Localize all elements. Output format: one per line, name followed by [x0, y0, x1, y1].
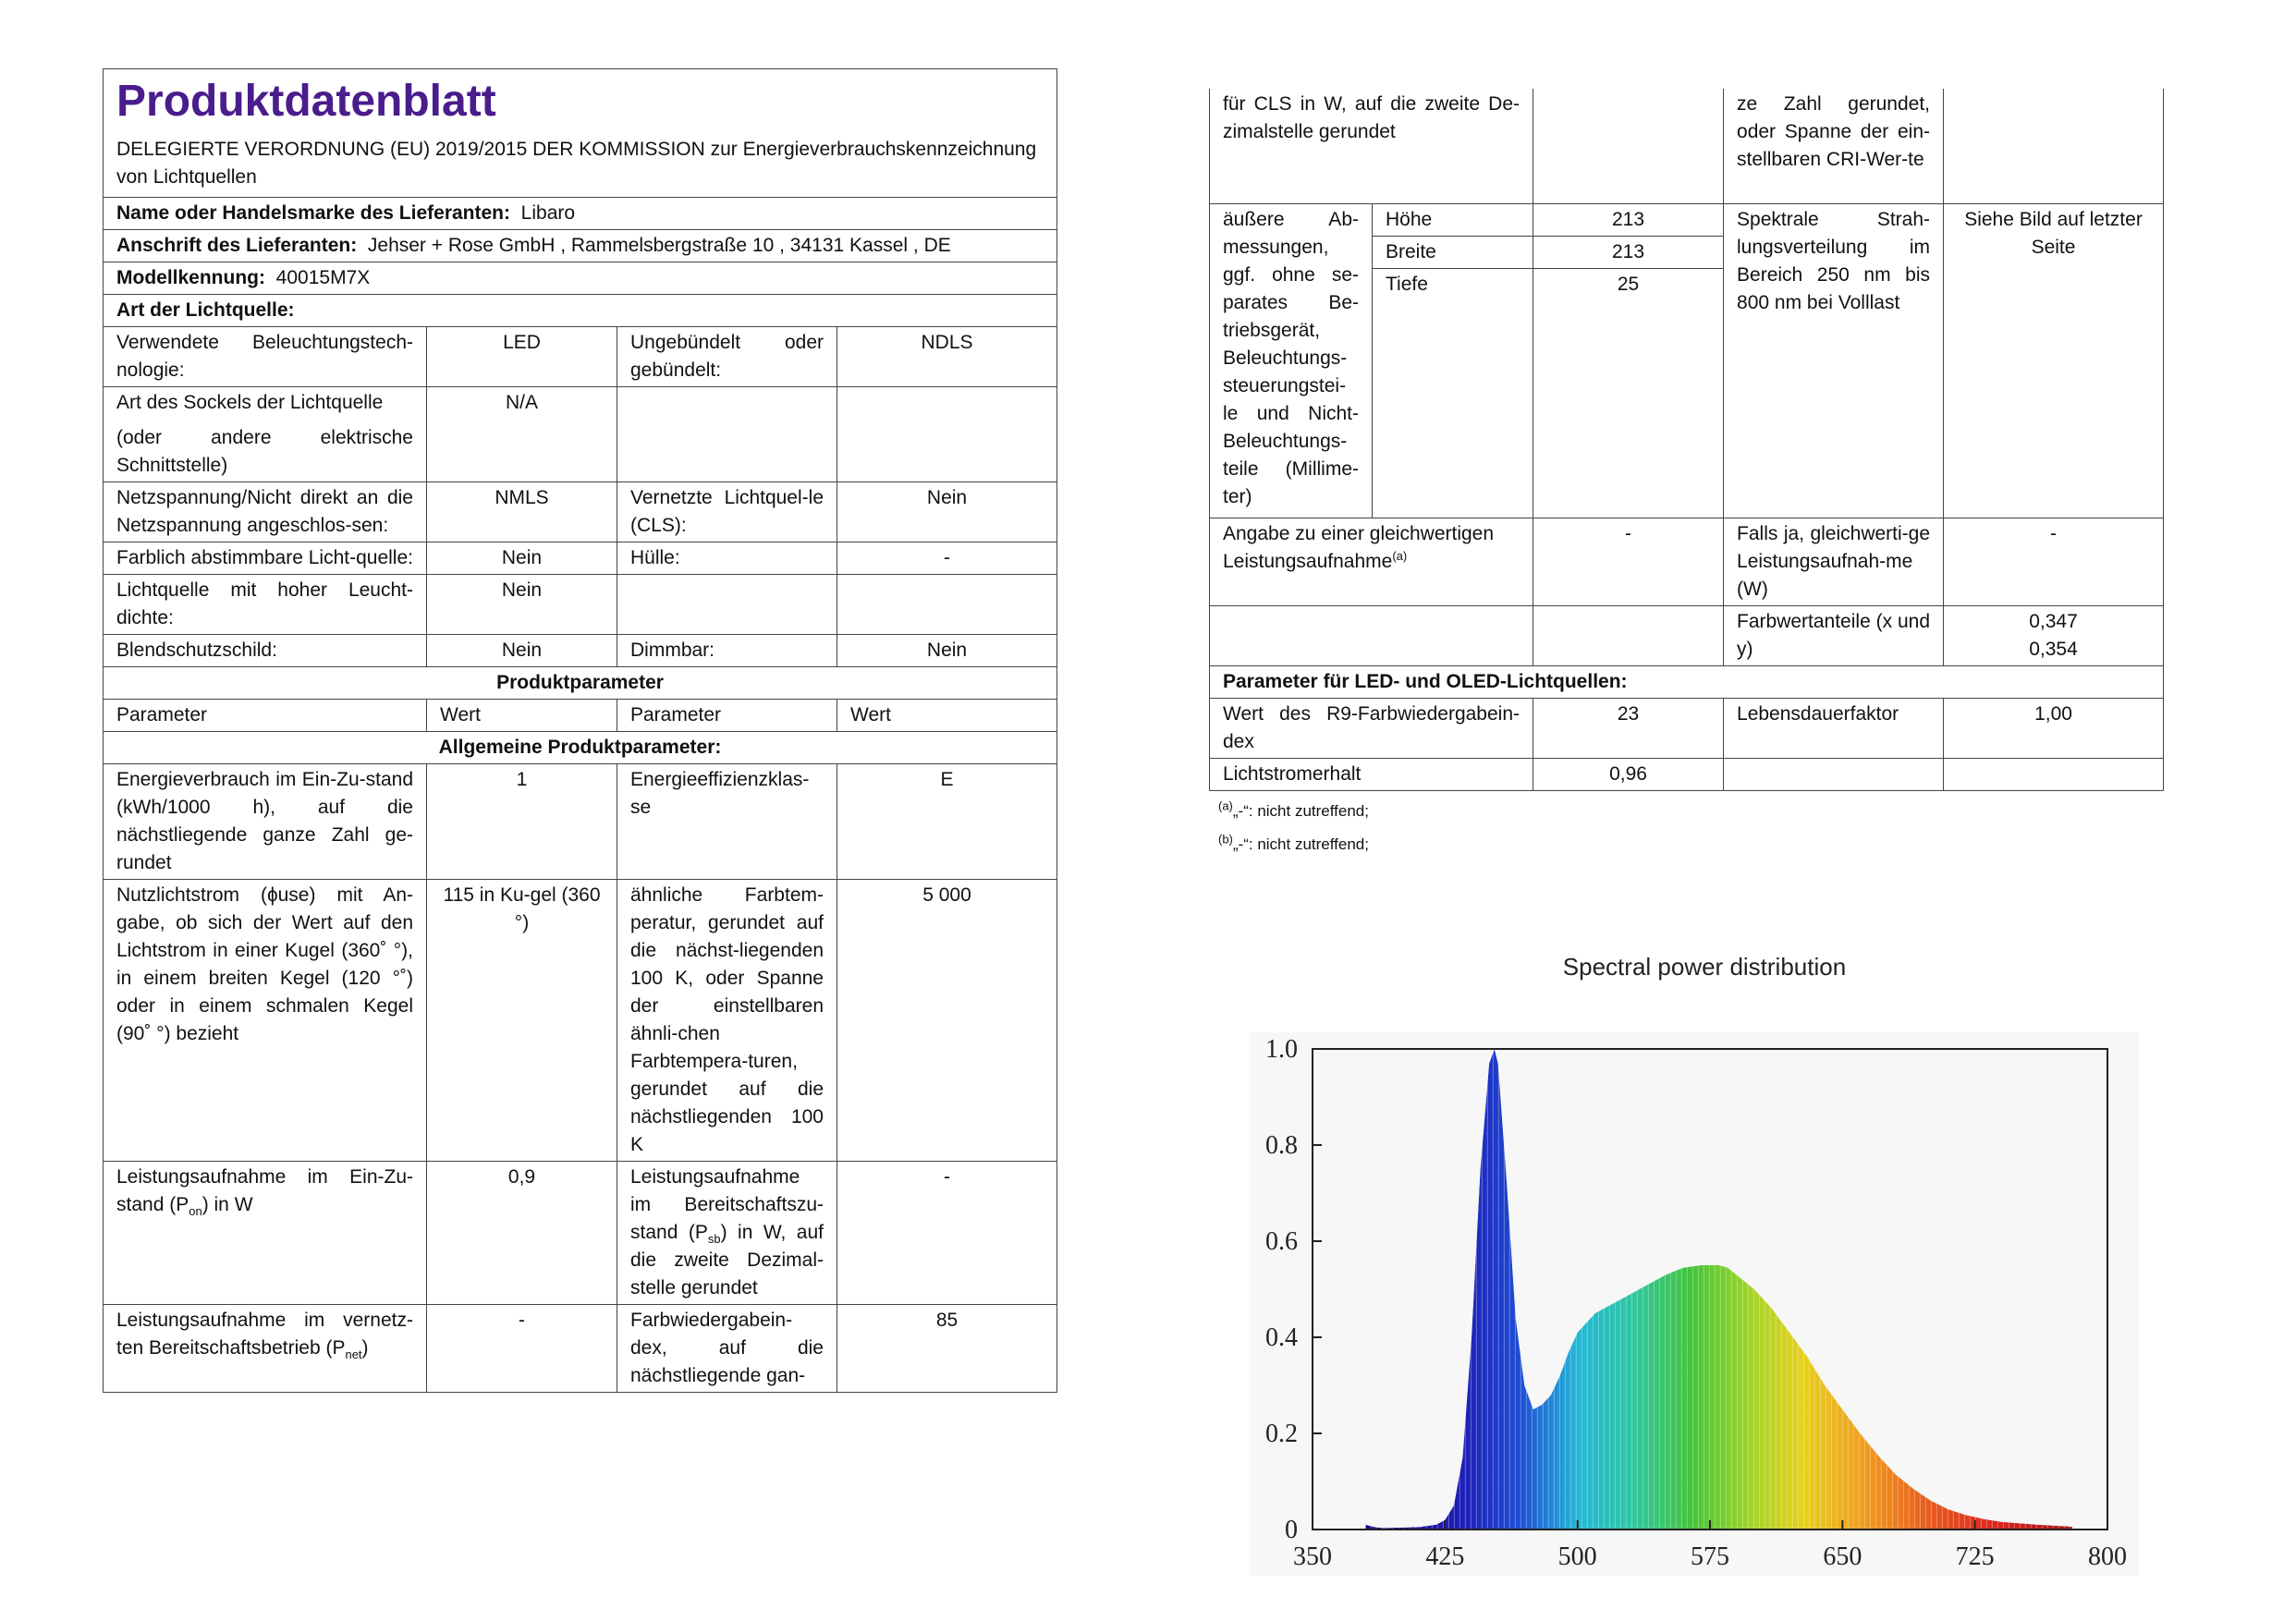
chromaticity-row	[1210, 605, 2164, 665]
cls-standby-continued: für CLS in W, auf die zweite De-zimalstelle gerundet	[1210, 89, 1533, 203]
page-title: Produktdatenblatt	[116, 77, 496, 126]
net-sub: net	[345, 1347, 362, 1362]
type-row	[104, 635, 1057, 667]
type-row	[104, 327, 1057, 387]
power-on-value: 0,9	[427, 1162, 617, 1305]
chromaticity-label: Farbwertanteile (x und y)	[1724, 605, 1944, 665]
empty-cell	[1724, 758, 1944, 790]
chroma-y: 0,354	[2029, 638, 2078, 660]
type-value: Nein	[837, 482, 1057, 542]
cct-label: ähnliche Farbtem-peratur, gerundet auf die nächst-liegenden 100 K, oder Spanne der einstellbaren ähnli-chen Farbtempera-turen, gerundet auf die nächstliegenden 100 K	[617, 880, 837, 1162]
standby-sub: sb	[707, 1232, 721, 1247]
energy-consumption-value: 1	[427, 764, 617, 880]
dims-row	[1210, 203, 2164, 236]
maintenance-row	[1210, 758, 2164, 790]
standby-text: Leistungsaufnahme im Bereitschaftszu-stand (P	[630, 1166, 824, 1243]
cri-value: 85	[837, 1305, 1057, 1393]
supplier-address-row	[104, 230, 1057, 262]
chart-plot-area	[1265, 1035, 2127, 1571]
if-yes-label: Falls ja, gleichwerti-ge Leistungsaufnah-me (W)	[1724, 518, 1944, 605]
r9-value: 23	[1533, 698, 1724, 758]
empty-cell	[1533, 605, 1724, 665]
empty-cell	[1944, 89, 2164, 203]
type-value	[837, 575, 1057, 635]
type-value: Nein	[837, 635, 1057, 667]
supplier-name-label: Name oder Handelsmarke des Lieferanten:	[116, 202, 510, 224]
power-on-sub: on	[189, 1204, 202, 1219]
footnote-a-mark: (a)	[1218, 798, 1233, 813]
type-value: NDLS	[837, 327, 1057, 387]
type-param: Dimmbar:	[617, 635, 837, 667]
supplier-address-label: Anschrift des Lieferanten:	[116, 235, 358, 256]
col-header-value: Wert	[837, 700, 1057, 732]
type-row	[104, 575, 1057, 635]
type-row	[104, 542, 1057, 575]
empty-cell	[1210, 605, 1533, 665]
width-value: 213	[1533, 236, 1724, 268]
type-value	[837, 387, 1057, 482]
flux-maintenance-value: 0,96	[1533, 758, 1724, 790]
type-value: Nein	[427, 635, 617, 667]
param-row	[104, 880, 1057, 1162]
dimensions-label: äußere Ab-messungen, ggf. ohne se-parates Be-triebsgerät, Beleuchtungs-steuerungstei-le und Nicht-Beleuchtungs-teile (Millime-ter)	[1210, 203, 1373, 518]
depth-label: Tiefe	[1373, 268, 1533, 518]
socket-label: Art des Sockels der Lichtquelle	[116, 392, 384, 413]
x-tick-label: 500	[1557, 1542, 1597, 1571]
model-label: Modellkennung:	[116, 267, 265, 288]
net-text: Leistungsaufnahme im vernetz-ten Bereitschaftsbetrieb (P	[116, 1310, 413, 1359]
x-tick-label: 350	[1293, 1542, 1332, 1571]
cri-continued: ze Zahl gerundet, oder Spanne der ein-stellbaren CRI-Wer-te	[1724, 89, 1944, 203]
energy-consumption-label: Energieverbrauch im Ein-Zu-stand (kWh/1000 h), auf die nächstliegende ganze Zahl ge-rundet	[104, 764, 427, 880]
networked-standby-value: -	[427, 1305, 617, 1393]
type-param	[617, 387, 837, 482]
type-param: Vernetzte Lichtquel-le (CLS):	[617, 482, 837, 542]
supplier-name-row	[104, 198, 1057, 230]
r9-label: Wert des R9-Farbwiedergabein-dex	[1210, 698, 1533, 758]
col-header-param: Parameter	[617, 700, 837, 732]
type-value: NMLS	[427, 482, 617, 542]
empty-cell	[1944, 758, 2164, 790]
params-column-header	[104, 700, 1057, 732]
standby-power-value: -	[837, 1162, 1057, 1305]
chroma-x: 0,347	[2029, 610, 2078, 632]
footnote-b-text: „-“: nicht zutreffend;	[1232, 835, 1369, 853]
type-param: Verwendete Beleuchtungstech-nologie:	[104, 327, 427, 387]
y-tick-label: 0	[1285, 1516, 1298, 1544]
power-on-label	[104, 1162, 427, 1305]
type-param	[617, 575, 837, 635]
continued-row	[1210, 89, 2164, 203]
type-value: LED	[427, 327, 617, 387]
regulation-text: DELEGIERTE VERORDNUNG (EU) 2019/2015 DER KOMMISSION zur Energieverbrauchskennzeichnung von Lichtquellen	[116, 139, 1037, 188]
lifetime-factor-label: Lebensdauerfaktor	[1724, 698, 1944, 758]
x-tick-label: 800	[2088, 1542, 2127, 1571]
standby-text-end: ) in W, auf die zweite Dezimal-stelle gerundet	[630, 1222, 824, 1298]
height-value: 213	[1533, 203, 1724, 236]
equivalent-sup: (a)	[1392, 548, 1408, 563]
spectral-chart	[1202, 929, 2181, 1613]
y-tick-label: 0.8	[1265, 1131, 1298, 1160]
type-value: -	[837, 542, 1057, 575]
y-tick-label: 0.4	[1265, 1323, 1298, 1352]
supplier-name-value: Libaro	[520, 202, 576, 224]
energy-class-value: E	[837, 764, 1057, 880]
power-on-text-end: ) in W	[202, 1194, 253, 1215]
standby-power-label	[617, 1162, 837, 1305]
spectral-chart-svg	[1202, 929, 2181, 1613]
r9-row	[1210, 698, 2164, 758]
col-header-param: Parameter	[104, 700, 427, 732]
chart-title: Spectral power distribution	[1562, 953, 1847, 981]
equivalent-text: Angabe zu einer gleichwertigen Leistungsaufnahme	[1223, 522, 1495, 572]
luminous-flux-label: Nutzlichtstrom (ɸuse) mit An-gabe, ob sich der Wert auf den Lichtstrom in einer Kugel (360˚ °), in einem breiten Kegel (120 °˚) oder in einem schmalen Kegel (90˚ °) bezieht	[104, 880, 427, 1162]
param-row	[104, 1162, 1057, 1305]
type-value: Nein	[427, 575, 617, 635]
type-param: Hülle:	[617, 542, 837, 575]
lifetime-factor-value: 1,00	[1944, 698, 2164, 758]
cri-label: Farbwiedergabein-dex, auf die nächstliegende gan-	[617, 1305, 837, 1393]
type-param: Blendschutzschild:	[104, 635, 427, 667]
energy-class-label: Energieeffizienzklas-se	[617, 764, 837, 880]
led-params-heading: Parameter für LED- und OLED-Lichtquellen:	[1210, 665, 2164, 698]
param-row	[104, 764, 1057, 880]
power-on-text: Leistungsaufnahme im Ein-Zu-stand (P	[116, 1166, 413, 1215]
type-param: Farblich abstimmbare Licht-quelle:	[104, 542, 427, 575]
type-param: Ungebündelt oder gebündelt:	[617, 327, 837, 387]
title-cell	[104, 69, 1057, 198]
general-params-heading: Allgemeine Produktparameter:	[104, 732, 1057, 764]
product-params-heading: Produktparameter	[104, 667, 1057, 700]
model-value: 40015M7X	[275, 267, 371, 288]
type-value: N/A	[427, 387, 617, 482]
footnotes	[1218, 795, 1369, 861]
equivalent-row	[1210, 518, 2164, 605]
type-param: Netzspannung/Nicht direkt an die Netzspannung angeschlos-sen:	[104, 482, 427, 542]
footnote-a	[1218, 795, 1369, 828]
type-row	[104, 482, 1057, 542]
flux-maintenance-label: Lichtstromerhalt	[1210, 758, 1533, 790]
type-param	[104, 387, 427, 482]
type-row	[104, 387, 1057, 482]
light-source-type-heading: Art der Lichtquelle:	[104, 295, 1057, 327]
supplier-address-value: Jehser + Rose GmbH , Rammelsbergstraße 10 , 34131 Kassel , DE	[367, 235, 951, 256]
footnote-b-mark: (b)	[1218, 832, 1233, 847]
equivalent-power-label	[1210, 518, 1533, 605]
depth-value: 25	[1533, 268, 1724, 518]
spectral-distribution-value: Siehe Bild auf letzter Seite	[1944, 203, 2164, 518]
footnote-b	[1218, 828, 1369, 861]
chromaticity-value	[1944, 605, 2164, 665]
type-value: Nein	[427, 542, 617, 575]
y-tick-label: 1.0	[1265, 1035, 1298, 1064]
left-datasheet-table	[103, 68, 1057, 1393]
networked-standby-label	[104, 1305, 427, 1393]
luminous-flux-value: 115 in Ku-gel (360 °)	[427, 880, 617, 1162]
param-row	[104, 1305, 1057, 1393]
x-tick-label: 575	[1691, 1542, 1729, 1571]
model-row	[104, 262, 1057, 295]
if-yes-value: -	[1944, 518, 2164, 605]
y-tick-label: 0.6	[1265, 1227, 1298, 1256]
y-tick-label: 0.2	[1265, 1420, 1298, 1448]
width-label: Breite	[1373, 236, 1533, 268]
x-tick-label: 650	[1823, 1542, 1862, 1571]
x-tick-label: 425	[1425, 1542, 1465, 1571]
footnote-a-text: „-“: nicht zutreffend;	[1232, 802, 1369, 820]
spectral-distribution-label: Spektrale Strah-lungsverteilung im Bereich 250 nm bis 800 nm bei Volllast	[1724, 203, 1944, 518]
col-header-value: Wert	[427, 700, 617, 732]
page-cutoff	[92, 1510, 1072, 1621]
equivalent-power-value: -	[1533, 518, 1724, 605]
net-text-end: )	[361, 1337, 369, 1359]
right-datasheet-table	[1209, 89, 2164, 791]
x-tick-label: 725	[1955, 1542, 1995, 1571]
socket-label-sub: (oder andere elektrische Schnittstelle)	[116, 427, 413, 476]
height-label: Höhe	[1373, 203, 1533, 236]
type-param: Lichtquelle mit hoher Leucht-dichte:	[104, 575, 427, 635]
cct-value: 5 000	[837, 880, 1057, 1162]
empty-cell	[1533, 89, 1724, 203]
